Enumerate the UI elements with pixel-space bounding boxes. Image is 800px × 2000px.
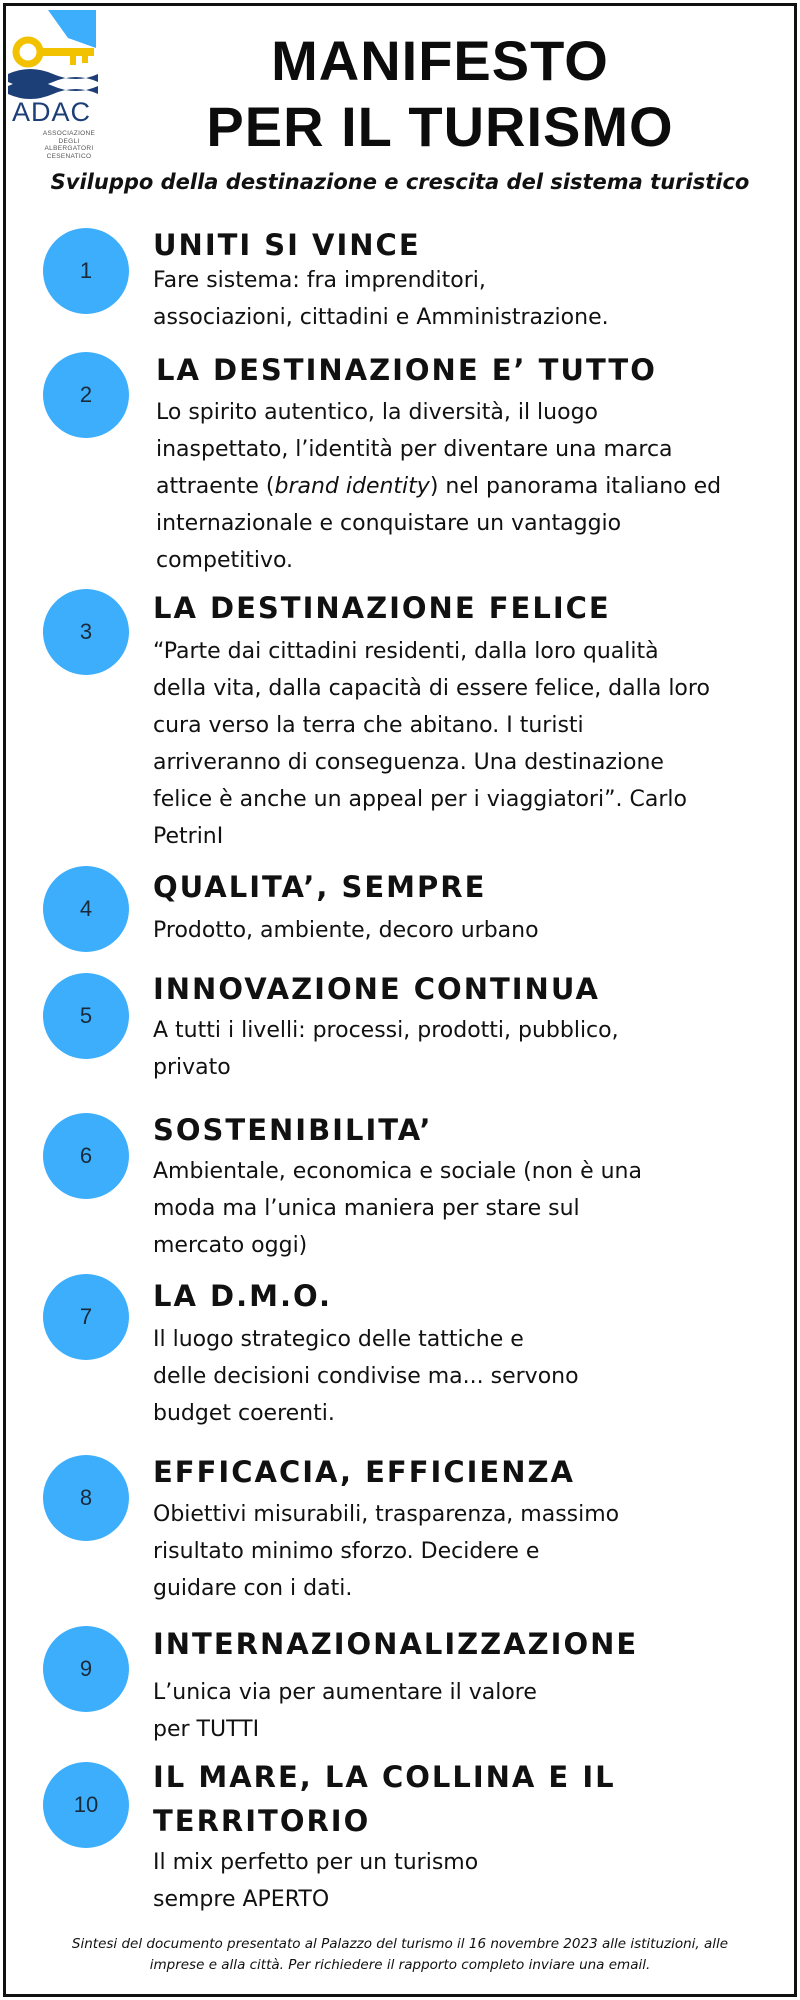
item-body-line: Obiettivi misurabili, trasparenza, massimo [153, 1502, 620, 1527]
item-body [153, 1844, 478, 1918]
item-body-text: nel panorama italiano ed [445, 474, 722, 499]
item-body-line: Fare sistema: fra imprenditori, [153, 268, 486, 293]
footer-note [30, 1934, 770, 1976]
page-subtitle: Sviluppo della destinazione e crescita del sistema turistico [50, 170, 750, 194]
item-body-line: Prodotto, ambiente, decoro urbano [153, 918, 539, 943]
adac-logo [8, 8, 103, 160]
logo-name: ADAC [12, 97, 92, 127]
item-title: EFFICACIA, EFFICIENZA [153, 1455, 575, 1489]
item-title: SOSTENIBILITA’ [153, 1113, 433, 1147]
item-body [153, 262, 609, 336]
item-number-badge: 8 [43, 1455, 129, 1541]
item-body [153, 633, 710, 855]
item-body [153, 1496, 619, 1607]
item-body-line: per TUTTI [153, 1717, 260, 1742]
item-title: LA D.M.O. [153, 1279, 333, 1313]
page-title [120, 28, 760, 160]
item-title: INTERNAZIONALIZZAZIONE [153, 1627, 639, 1661]
item-number-badge: 10 [43, 1762, 129, 1848]
item-body-text: attraente ( [156, 474, 275, 499]
item-body-text: ) [429, 474, 439, 499]
item-number-badge: 1 [43, 228, 129, 314]
key-waves-logo-icon [8, 8, 103, 103]
item-title [153, 1757, 616, 1841]
item-title: QUALITA’, SEMPRE [153, 870, 487, 904]
item-body-line: mercato oggi) [153, 1233, 308, 1258]
item-body-line: inaspettato, l’identità per diventare una marca [156, 437, 673, 462]
item-body-line: risultato minimo sforzo. Decidere e [153, 1539, 540, 1564]
item-title-line: TERRITORIO [153, 1804, 371, 1838]
item-body-line: della vita, dalla capacità di essere felice, dalla loro [153, 676, 710, 701]
item-body-line: delle decisioni condivise ma... servono [153, 1364, 579, 1389]
item-body-line: Ambientale, economica e sociale (non è una [153, 1159, 642, 1184]
item-title: INNOVAZIONE CONTINUA [153, 972, 600, 1006]
item-body-line: Il luogo strategico delle tattiche e [153, 1327, 524, 1352]
item-body [153, 1153, 642, 1264]
item-body [153, 1674, 537, 1748]
item-title: LA DESTINAZIONE E’ TUTTO [156, 353, 657, 387]
item-body-line: PetrinI [153, 824, 224, 849]
item-body-line: felice è anche un appeal per i viaggiatori”. Carlo [153, 787, 687, 812]
item-body-line: “Parte dai cittadini residenti, dalla loro qualità [153, 639, 659, 664]
footer-line-2: imprese e alla città. Per richiedere il rapporto completo inviare una email. [149, 1957, 651, 1973]
item-title: UNITI SI VINCE [153, 228, 421, 262]
item-body-line: guidare con i dati. [153, 1576, 353, 1601]
item-body-line: Il mix perfetto per un turismo [153, 1850, 479, 1875]
item-body-line: competitivo. [156, 548, 294, 573]
item-body-line: L’unica via per aumentare il valore [153, 1680, 537, 1705]
item-title: LA DESTINAZIONE FELICE [153, 591, 611, 625]
item-number-badge: 6 [43, 1113, 129, 1199]
item-number-badge: 9 [43, 1626, 129, 1712]
item-body [156, 394, 721, 579]
item-number-badge: 5 [43, 973, 129, 1059]
item-body-line: sempre APERTO [153, 1887, 330, 1912]
item-body-line: A tutti i livelli: processi, prodotti, pubblico, [153, 1018, 619, 1043]
item-number-badge: 4 [43, 866, 129, 952]
item-title-line: IL MARE, LA COLLINA E IL [153, 1760, 616, 1794]
item-body-line [156, 468, 721, 505]
item-body-line: cura verso la terra che abitano. I turisti [153, 713, 584, 738]
item-body [153, 1321, 579, 1432]
title-line-1: MANIFESTO [271, 29, 609, 92]
item-number-badge: 3 [43, 589, 129, 675]
item-body-line: associazioni, cittadini e Amministrazione. [153, 305, 609, 330]
item-body-italic: brand identity [274, 474, 430, 499]
logo-subtitle: ASSOCIAZIONE DEGLI ALBERGATORI CESENATICO [42, 130, 96, 160]
item-body [153, 1012, 619, 1086]
item-body-line: moda ma l’unica maniera per stare sul [153, 1196, 580, 1221]
item-body [153, 912, 539, 949]
item-body-line: arriveranno di conseguenza. Una destinazione [153, 750, 664, 775]
title-line-2: PER IL TURISMO [206, 95, 674, 158]
item-body-line: Lo spirito autentico, la diversità, il luogo [156, 400, 598, 425]
item-number-badge: 2 [43, 352, 129, 438]
item-number-badge: 7 [43, 1274, 129, 1360]
item-body-line: privato [153, 1055, 231, 1080]
item-body-line: budget coerenti. [153, 1401, 335, 1426]
footer-line-1: Sintesi del documento presentato al Palazzo del turismo il 16 novembre 2023 alle istituzioni, alle [71, 1936, 729, 1952]
item-body-line: internazionale e conquistare un vantaggio [156, 511, 622, 536]
